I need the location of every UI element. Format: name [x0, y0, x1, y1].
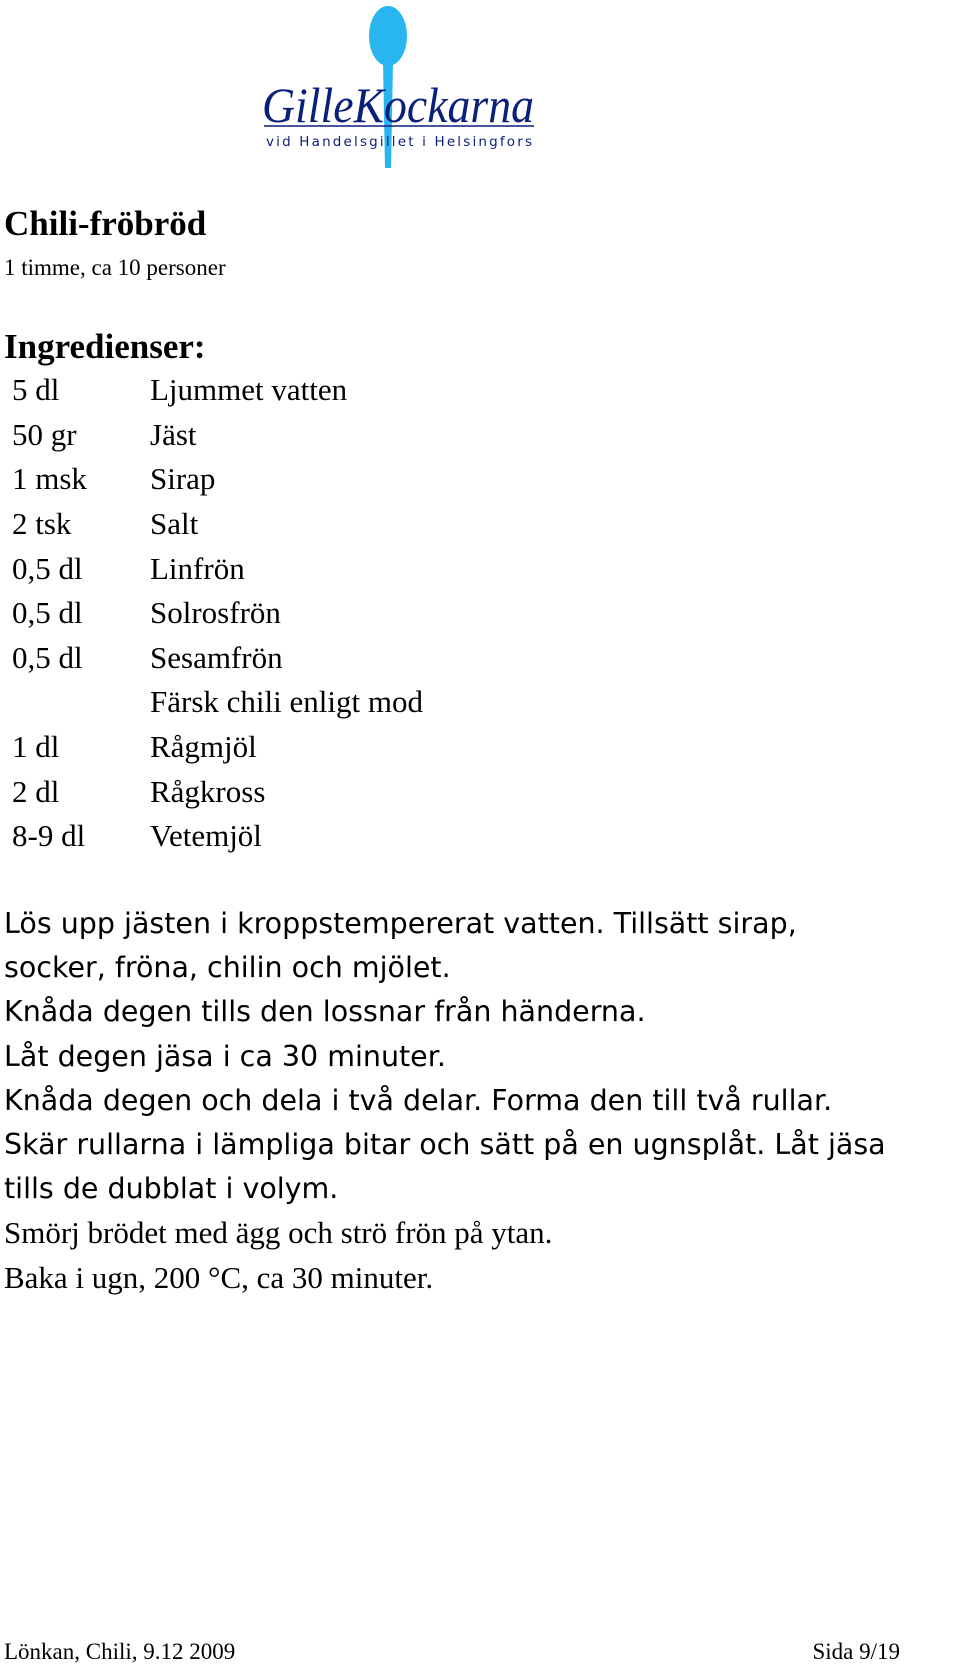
instruction-line: socker, fröna, chilin och mjölet. [4, 951, 451, 985]
footer-source: Lönkan, Chili, 9.12 2009 [4, 1639, 236, 1664]
ingredient-name: Rågkross [150, 773, 266, 809]
ingredient-amount: 5 dl [12, 372, 60, 408]
instruction-line: Smörj brödet med ägg och strö frön på ytan. [4, 1215, 553, 1251]
instructions [4, 902, 956, 1300]
recipe-title: Chili-fröbröd [4, 204, 207, 243]
ingredient-row [12, 769, 912, 814]
instruction-line: Låt degen jäsa i ca 30 minuter. [4, 1039, 446, 1073]
ingredient-name: Salt [150, 506, 199, 542]
ingredient-amount: 8-9 dl [12, 818, 86, 854]
ingredient-row [12, 814, 912, 859]
logo-brand-name: GilleKockarna [262, 77, 534, 133]
ingredient-row [12, 680, 912, 725]
ingredient-name: Linfrön [150, 550, 245, 586]
ingredients-heading: Ingredienser: [4, 327, 206, 366]
ingredient-name: Rågmjöl [150, 729, 257, 765]
ingredient-amount: 0,5 dl [12, 595, 83, 631]
ingredient-row [12, 591, 912, 636]
instruction-line: Lös upp jästen i kroppstempererat vatten. Tillsätt sirap, [4, 907, 797, 940]
ingredient-amount: 1 msk [12, 461, 87, 497]
ingredient-row [12, 413, 912, 458]
ingredient-amount: 0,5 dl [12, 550, 83, 586]
ingredient-row [12, 546, 912, 591]
ingredient-row [12, 725, 912, 770]
instruction-line: Knåda degen tills den lossnar från händerna. [4, 995, 646, 1029]
ingredient-amount: 2 dl [12, 773, 60, 809]
spoon-icon [262, 4, 562, 180]
instruction-line: tills de dubblat i volym. [4, 1172, 339, 1206]
instruction-line: Baka i ugn, 200 °C, ca 30 minuter. [4, 1259, 434, 1295]
recipe-meta: 1 timme, ca 10 personer [4, 255, 226, 280]
ingredient-name: Sesamfrön [150, 639, 283, 675]
page-number: Sida 9/19 [812, 1639, 900, 1664]
gillekockarna-logo [262, 4, 562, 180]
ingredient-name: Sirap [150, 461, 216, 497]
ingredient-amount: 0,5 dl [12, 639, 83, 675]
ingredient-row [12, 368, 912, 413]
logo-tagline: vid Handelsgillet i Helsingfors [266, 134, 532, 150]
instruction-line: Knåda degen och dela i två delar. Forma den till två rullar. [4, 1083, 833, 1117]
ingredient-row [12, 636, 912, 681]
ingredient-row [12, 457, 912, 502]
ingredient-name: Jäst [150, 416, 197, 452]
ingredient-name: Vetemjöl [150, 818, 262, 854]
ingredient-name: Solrosfrön [150, 595, 281, 631]
ingredient-name: Färsk chili enligt mod [150, 684, 423, 720]
ingredients-list [12, 368, 912, 859]
ingredient-amount: 50 gr [12, 416, 77, 452]
instruction-line: Skär rullarna i lämpliga bitar och sätt på en ugnsplåt. Låt jäsa [4, 1127, 886, 1161]
ingredient-amount: 1 dl [12, 729, 60, 765]
ingredient-row [12, 502, 912, 547]
ingredient-amount: 2 tsk [12, 506, 72, 542]
ingredient-name: Ljummet vatten [150, 372, 348, 408]
